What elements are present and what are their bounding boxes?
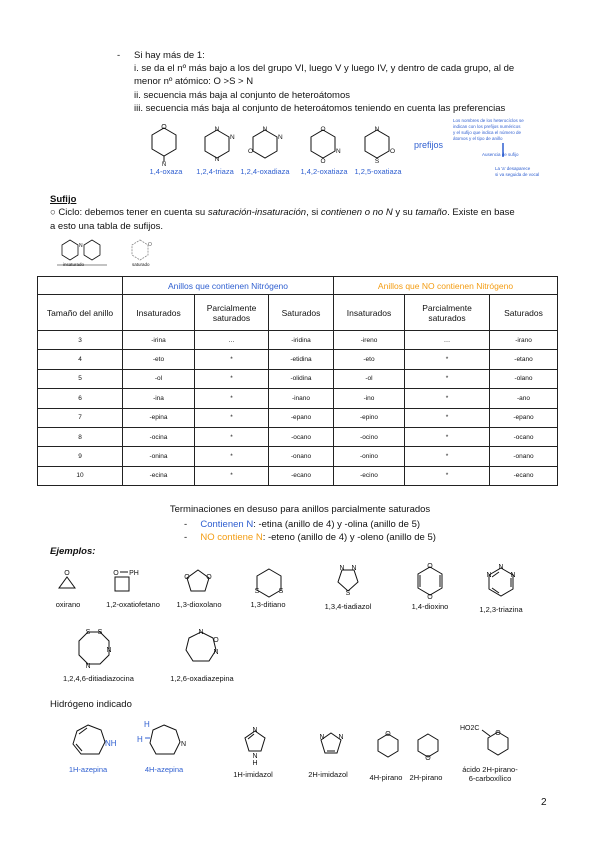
table-cell: -ecano: [269, 466, 334, 485]
table-cell: …: [405, 331, 490, 350]
svg-text:O: O: [427, 563, 433, 570]
sufijo-line-1: ○ Ciclo: debemos tener en cuenta su saturación-insaturación, si contienen o no N y su tamaño. Existe en base: [50, 207, 515, 218]
saturado-label: saturado: [132, 262, 150, 267]
column-header: Parcialmente saturados: [195, 295, 269, 331]
table-cell: -etidina: [269, 350, 334, 369]
svg-text:N: N: [230, 134, 235, 141]
table-cell: -ecano: [490, 466, 558, 485]
octagon-ring-icon: [72, 628, 116, 672]
table-cell: -ocano: [269, 427, 334, 446]
table-cell: 10: [38, 466, 123, 485]
table-cell: -ina: [123, 389, 195, 408]
hexagon-ring-icon: [148, 122, 180, 166]
table-cell: *: [405, 350, 490, 369]
molecule-name: 2H-imidazol: [308, 770, 348, 779]
terminaciones-n: - Contienen N: -etina (anillo de 4) y -olina (anillo de 5): [184, 519, 421, 530]
molecule-name: 4H-pirano: [369, 773, 403, 782]
molecule-2h-imidazol: [316, 728, 346, 767]
svg-text:O: O: [248, 148, 254, 155]
svg-text:O: O: [320, 126, 326, 133]
svg-text:H: H: [137, 735, 143, 744]
table-cell: -olano: [490, 369, 558, 388]
group-header-no: Anillos que NO contienen Nitrógeno: [334, 277, 558, 295]
intro-line-3: menor nº atómico: O >S > N: [134, 76, 254, 87]
molecule-name: 1,2,6-oxadiazepina: [170, 674, 234, 683]
table-cell: 8: [38, 427, 123, 446]
heptagon-ring-icon: [68, 722, 120, 762]
svg-text:H: H: [252, 760, 258, 767]
svg-text:O: O: [64, 570, 70, 577]
table-cell: -epano: [490, 408, 558, 427]
table-cell: *: [405, 369, 490, 388]
table-cell: *: [195, 466, 269, 485]
intro-line-2: i. se da el nº más bajo a los del grupo VI, luego V y luego IV, y dentro de cada grupo, al de: [134, 63, 515, 74]
intro-line-1: Si hay más de 1:: [134, 50, 205, 61]
molecule-name: 2H-pirano: [409, 773, 443, 782]
hexagon-ring-icon: [413, 562, 447, 600]
molecule-2h-pirano: [414, 730, 442, 765]
svg-text:O: O: [385, 731, 391, 738]
sufijo-heading: Sufijo: [50, 194, 77, 205]
table-cell: -ocano: [490, 427, 558, 446]
svg-text:O: O: [425, 755, 431, 762]
svg-text:N: N: [214, 156, 220, 163]
svg-text:N: N: [510, 572, 516, 579]
table-cell: -ino: [334, 389, 405, 408]
svg-text:N: N: [198, 629, 204, 636]
svg-text:S: S: [97, 629, 103, 636]
prefijos-label: prefijos: [414, 140, 444, 150]
table-row: [38, 369, 558, 388]
table-cell: *: [195, 427, 269, 446]
table-cell: -onano: [269, 447, 334, 466]
svg-text:N: N: [278, 134, 283, 141]
molecule-1h-imidazol: [240, 726, 270, 771]
sufijo-line-2: a esto una tabla de sufijos.: [50, 221, 164, 232]
svg-text:S: S: [374, 158, 380, 165]
molecule-name: 1H-azepina: [68, 765, 108, 774]
table-cell: -eto: [123, 350, 195, 369]
svg-text:N: N: [339, 565, 345, 572]
table-cell: *: [405, 466, 490, 485]
svg-text:H: H: [144, 720, 150, 729]
heptagon-ring-icon: [134, 718, 190, 762]
molecule-1-2-4-oxadiaza: [248, 126, 282, 167]
table-cell: -onina: [123, 447, 195, 466]
table-cell: *: [405, 427, 490, 446]
hexagon-ring-icon: [252, 566, 286, 600]
table-cell: -ano: [490, 389, 558, 408]
molecule-name: 1,4-dioxino: [411, 602, 449, 611]
svg-text:NH: NH: [105, 739, 117, 748]
svg-text:N: N: [181, 741, 187, 748]
molecule-triazina: [483, 564, 519, 605]
svg-text:S: S: [254, 588, 260, 595]
molecule-dioxolano: [183, 566, 213, 601]
table-cell: -epina: [123, 408, 195, 427]
svg-text:N: N: [336, 148, 341, 155]
table-row: [38, 331, 558, 350]
svg-text:N: N: [252, 727, 258, 734]
table-cell: -ireno: [334, 331, 405, 350]
table-row: [38, 447, 558, 466]
svg-text:N: N: [498, 564, 504, 571]
column-header: Saturados: [490, 295, 558, 331]
molecule-name: 1,3,4-tiadiazol: [324, 602, 372, 611]
table-corner: [38, 277, 123, 295]
molecule-1-4-oxaza: [148, 122, 180, 171]
table-cell: -olidina: [269, 369, 334, 388]
svg-text:O: O: [320, 158, 326, 165]
table-cell: 5: [38, 369, 123, 388]
molecule-name: 1,4-oxaza: [149, 167, 183, 176]
table-cell: -ecino: [334, 466, 405, 485]
pentagon-ring-icon: [183, 566, 213, 596]
pentagon-ring-icon: [240, 726, 270, 766]
hidrogeno-heading: Hidrógeno indicado: [50, 699, 132, 710]
heptagon-ring-icon: [180, 628, 222, 670]
hexagon-ring-icon: [374, 730, 402, 760]
molecule-acido-pirano: [460, 720, 516, 769]
table-row: [38, 389, 558, 408]
insaturado-label: insaturado: [63, 262, 85, 267]
table-group-row: [38, 277, 558, 295]
table-cell: -ocino: [334, 427, 405, 446]
pentagon-ring-icon: [332, 564, 366, 596]
svg-text:O: O: [427, 594, 433, 601]
molecule-4h-pirano: [374, 730, 402, 765]
molecule-1-4-2-oxatiaza: [306, 126, 340, 169]
terminaciones-no: - NO contiene N: -eteno (anillo de 4) y -oleno (anillo de 5): [184, 532, 436, 543]
table-cell: *: [405, 389, 490, 408]
svg-text:N: N: [161, 162, 167, 168]
table-cell: *: [195, 447, 269, 466]
column-header: Tamaño del anillo: [38, 295, 123, 331]
column-header: Parcialmente saturados: [405, 295, 490, 331]
prefix-note-mid: Ausencia de sufijo: [482, 152, 519, 157]
table-row: [38, 427, 558, 446]
molecule-name: 1,4,2-oxatiaza: [300, 167, 348, 176]
molecule-name: 1,2,4,6-ditiadiazocina: [63, 674, 134, 683]
insaturado-illustration: [52, 237, 162, 276]
hexagon-ring-icon: [306, 126, 340, 164]
table-cell: -onano: [490, 447, 558, 466]
svg-text:O: O: [390, 148, 396, 155]
table-cell: 3: [38, 331, 123, 350]
column-header: Insaturados: [334, 295, 405, 331]
table-cell: 7: [38, 408, 123, 427]
svg-text:O: O: [148, 242, 152, 248]
svg-text:PH: PH: [129, 570, 139, 577]
table-row: [38, 408, 558, 427]
molecule-name: 1,2,4-triaza: [196, 167, 234, 176]
molecule-name: 4H-azepina: [144, 765, 184, 774]
table-cell: -eto: [334, 350, 405, 369]
table-cell: -ol: [334, 369, 405, 388]
terminaciones-title: Terminaciones en desuso para anillos parcialmente saturados: [169, 504, 431, 515]
hexagon-ring-icon: [200, 126, 234, 162]
svg-text:N: N: [252, 753, 258, 760]
square-ring-icon: [108, 566, 148, 596]
table-cell: *: [195, 408, 269, 427]
hexagon-ring-icon: [414, 730, 442, 760]
molecule-name: 1,3-dioxolano: [176, 600, 222, 609]
intro-bullet: -: [117, 50, 121, 61]
molecule-oxatiofetano: [108, 566, 148, 601]
molecule-name: 1,2,4-oxadiaza: [240, 167, 290, 176]
molecule-name: 1H-imidazol: [233, 770, 273, 779]
svg-text:O: O: [495, 730, 501, 737]
svg-text:S: S: [345, 590, 351, 597]
table-header-row: [38, 295, 558, 331]
svg-text:O: O: [113, 570, 119, 577]
molecule-ditiadiazocina: [72, 628, 116, 677]
table-cell: -ecina: [123, 466, 195, 485]
intro-line-4: ii. secuencia más baja al conjunto de heteroátomos: [134, 90, 350, 101]
ejemplos-heading: Ejemplos:: [50, 546, 96, 557]
svg-text:N: N: [351, 565, 357, 572]
svg-text:O: O: [184, 574, 190, 581]
table-cell: -ocina: [123, 427, 195, 446]
molecule-oxadiazepina: [180, 628, 222, 675]
group-header-n: Anillos que contienen Nitrógeno: [123, 277, 334, 295]
table-cell: -epino: [334, 408, 405, 427]
svg-text:N: N: [214, 126, 220, 133]
column-header: Saturados: [269, 295, 334, 331]
svg-text:O: O: [206, 574, 212, 581]
svg-text:N: N: [85, 663, 91, 670]
molecule-dioxino: [413, 562, 447, 605]
suffix-table: [37, 276, 558, 486]
svg-text:N: N: [319, 734, 325, 741]
svg-text:N: N: [262, 126, 268, 133]
hexagon-ring-icon: [460, 720, 516, 764]
molecule-tiadiazol: [332, 564, 366, 601]
table-cell: -inano: [269, 389, 334, 408]
prefix-note: Los nombres de los heterocíclos se indican con los prefijos numéricos y el sufijo que indica el número de átomos y el tipo de anillo: [453, 118, 524, 141]
table-cell: -irina: [123, 331, 195, 350]
hexagon-ring-icon: [483, 564, 519, 600]
svg-text:N: N: [486, 572, 492, 579]
triangle-ring-icon: [55, 568, 79, 592]
table-cell: *: [195, 369, 269, 388]
table-cell: *: [405, 408, 490, 427]
molecule-4h-azepina: [134, 718, 190, 767]
prefix-note-bottom: La 'a' desaparece si va seguida de vocal: [495, 166, 540, 177]
svg-text:S: S: [85, 629, 91, 636]
table-row: [38, 350, 558, 369]
table-cell: -onino: [334, 447, 405, 466]
table-cell: -etano: [490, 350, 558, 369]
molecule-name: 1,2,5-oxatiaza: [354, 167, 402, 176]
svg-text:N: N: [106, 647, 112, 654]
table-cell: 6: [38, 389, 123, 408]
svg-text:N: N: [213, 649, 219, 656]
svg-text:S: S: [278, 588, 284, 595]
svg-text:O: O: [161, 124, 167, 131]
molecule-1h-azepina: [68, 722, 120, 767]
molecule-1-2-5-oxatiaza: [360, 126, 394, 169]
intro-line-5: iii. secuencia más baja al conjunto de heteroátomos teniendo en cuenta las preferencias: [134, 103, 506, 114]
table-cell: -irano: [490, 331, 558, 350]
molecule-name: 1,2-oxatiofetano: [106, 600, 160, 609]
svg-text:HO2C: HO2C: [460, 725, 480, 732]
page-number: 2: [541, 797, 547, 808]
table-cell: 9: [38, 447, 123, 466]
table-cell: …: [195, 331, 269, 350]
svg-text:N: N: [374, 126, 380, 133]
table-cell: *: [405, 447, 490, 466]
molecule-1-2-4-triaza: [200, 126, 234, 167]
table-row: [38, 466, 558, 485]
table-cell: 4: [38, 350, 123, 369]
column-header: Insaturados: [123, 295, 195, 331]
table-cell: *: [195, 389, 269, 408]
molecule-name: ácido 2H-pirano-6-carboxílico: [462, 765, 518, 783]
molecule-name: oxirano: [55, 600, 81, 609]
hexagon-ring-icon: [360, 126, 394, 164]
pentagon-ring-icon: [316, 728, 346, 762]
table-cell: -ol: [123, 369, 195, 388]
svg-text:N: N: [338, 734, 344, 741]
molecule-name: 1,3-ditiano: [250, 600, 286, 609]
table-cell: *: [195, 350, 269, 369]
table-cell: -iridina: [269, 331, 334, 350]
svg-text:N: N: [79, 243, 83, 249]
molecule-name: 1,2,3-triazina: [479, 605, 523, 614]
molecule-oxirano: [55, 568, 79, 597]
svg-text:O: O: [213, 637, 219, 644]
hexagon-ring-icon: [248, 126, 282, 162]
table-cell: -epano: [269, 408, 334, 427]
